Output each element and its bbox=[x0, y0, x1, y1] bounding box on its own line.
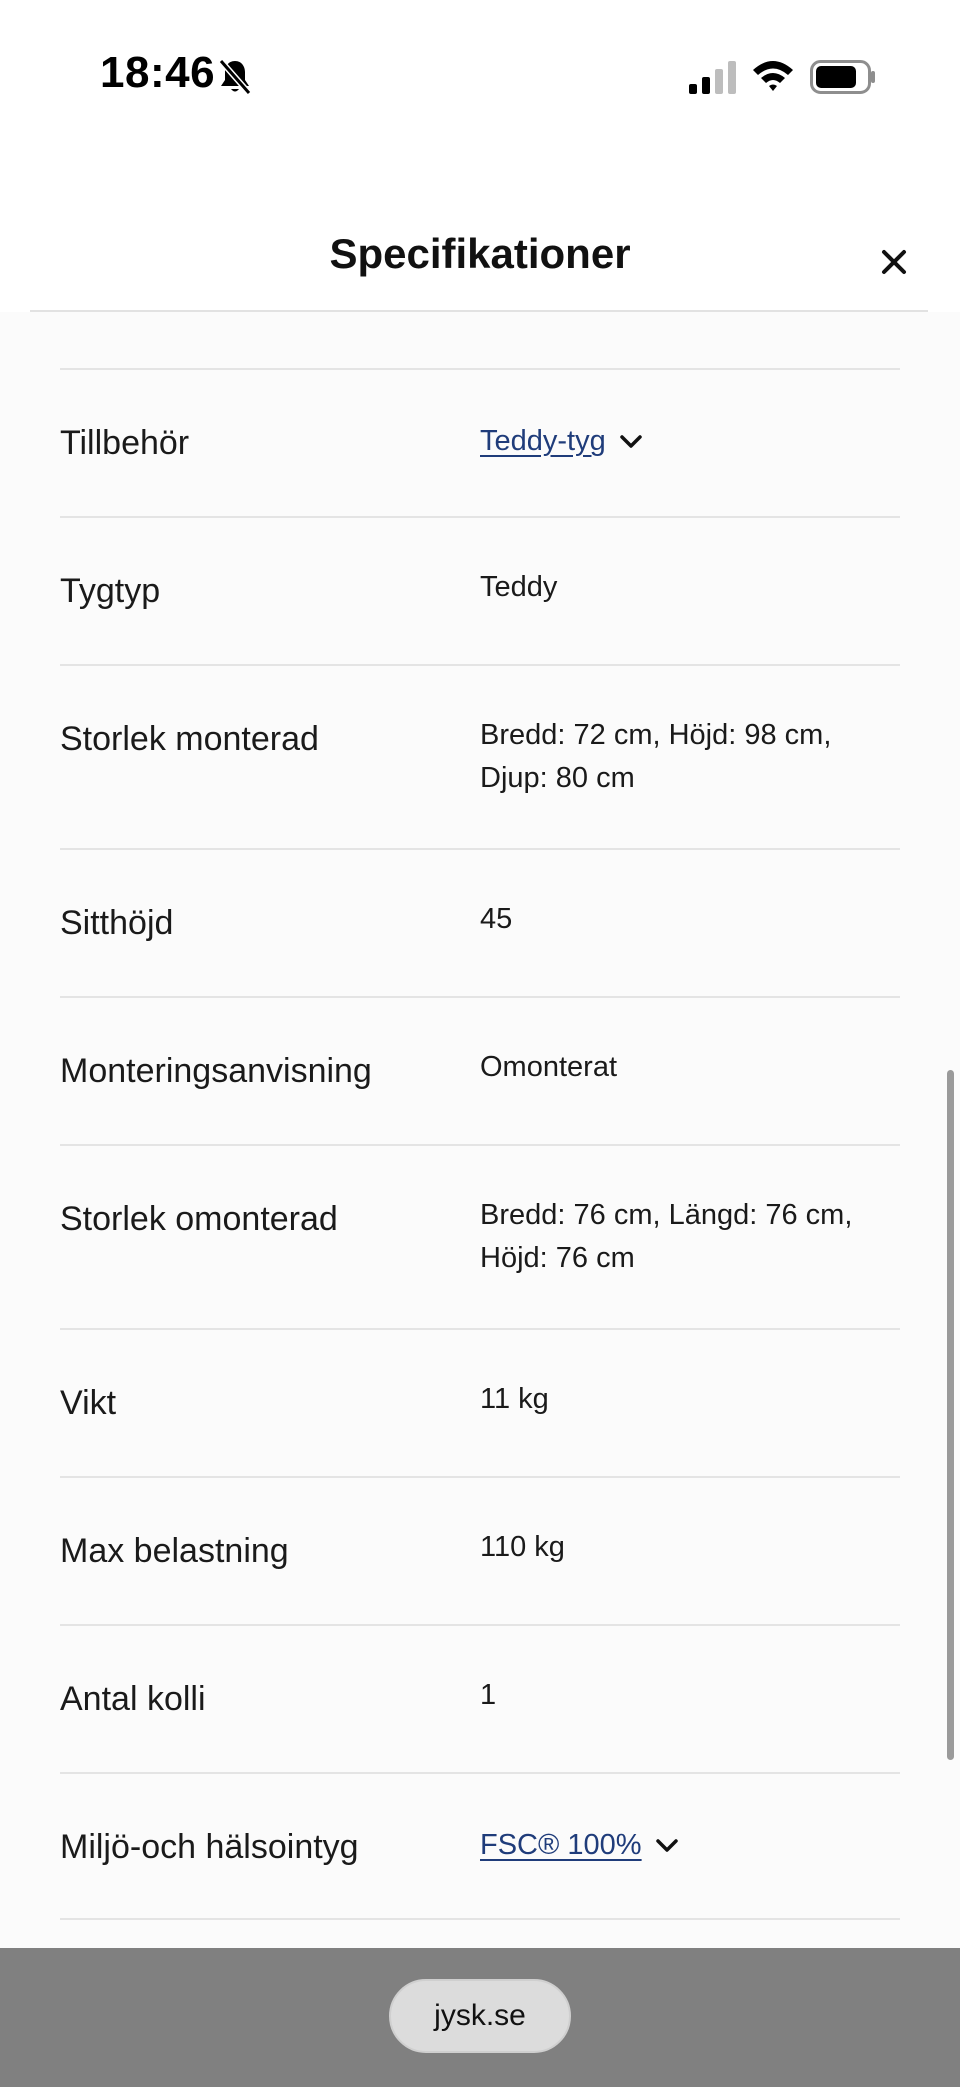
muted-bell-icon bbox=[218, 58, 252, 96]
spec-row-max-belastning bbox=[60, 1476, 900, 1624]
spec-row-storlek-monterad bbox=[60, 664, 900, 848]
close-icon bbox=[881, 249, 907, 275]
spec-label: Miljö-och hälsointyg bbox=[60, 1828, 359, 1866]
spec-value-line: Höjd: 76 cm bbox=[480, 1242, 635, 1274]
battery-icon bbox=[810, 60, 876, 94]
cellular-signal-icon bbox=[688, 60, 736, 94]
spec-label: Tillbehör bbox=[60, 424, 190, 462]
spec-row-vikt bbox=[60, 1328, 900, 1476]
spec-value bbox=[480, 1194, 900, 1280]
spec-value: 11 kg bbox=[480, 1383, 549, 1415]
certification-link[interactable]: FSC® 100% bbox=[480, 1829, 642, 1861]
sheet-header bbox=[0, 150, 960, 312]
chevron-down-icon[interactable] bbox=[620, 435, 642, 449]
scrollbar[interactable] bbox=[947, 1070, 954, 1760]
spec-value-line: Bredd: 76 cm, Längd: 76 cm, bbox=[480, 1199, 853, 1231]
spec-label: Vikt bbox=[60, 1384, 117, 1422]
spec-value: 45 bbox=[480, 903, 513, 935]
spec-value: 110 kg bbox=[480, 1531, 565, 1563]
spec-value bbox=[480, 714, 900, 800]
spec-row-sitthojd bbox=[60, 848, 900, 996]
status-time: 18:46 bbox=[100, 48, 216, 97]
spec-value: Teddy bbox=[480, 571, 558, 603]
chevron-down-icon[interactable] bbox=[656, 1839, 678, 1853]
url-bar[interactable]: jysk.se bbox=[389, 1979, 571, 2053]
spec-value-line: Bredd: 72 cm, Höjd: 98 cm, bbox=[480, 719, 832, 751]
sheet-title: Specifikationer bbox=[329, 230, 631, 277]
spec-list bbox=[60, 368, 900, 1920]
spec-row-tillbehor bbox=[60, 368, 900, 516]
spec-value: Omonterat bbox=[480, 1051, 617, 1083]
wifi-icon bbox=[750, 58, 796, 94]
spec-row-tygtyp bbox=[60, 516, 900, 664]
spec-label: Max belastning bbox=[60, 1532, 289, 1570]
close-button[interactable] bbox=[868, 236, 920, 288]
header-divider bbox=[30, 310, 928, 312]
spec-label: Antal kolli bbox=[60, 1680, 206, 1718]
spec-row-miljo-halsointyg bbox=[60, 1772, 900, 1920]
spec-label: Storlek monterad bbox=[60, 720, 319, 758]
spec-label: Sitthöjd bbox=[60, 904, 174, 942]
spec-value bbox=[480, 420, 900, 463]
spec-label: Storlek omonterad bbox=[60, 1200, 338, 1238]
spec-row-antal-kolli bbox=[60, 1624, 900, 1772]
spec-value bbox=[480, 1824, 900, 1867]
spec-row-monteringsanvisning bbox=[60, 996, 900, 1144]
spec-value: 1 bbox=[480, 1679, 497, 1711]
accessory-link[interactable]: Teddy-tyg bbox=[480, 425, 606, 457]
status-bar bbox=[0, 0, 960, 150]
spec-row-storlek-omonterad bbox=[60, 1144, 900, 1328]
spec-label: Tygtyp bbox=[60, 572, 161, 610]
spec-value-line: Djup: 80 cm bbox=[480, 762, 635, 794]
spec-label: Monteringsanvisning bbox=[60, 1052, 372, 1090]
